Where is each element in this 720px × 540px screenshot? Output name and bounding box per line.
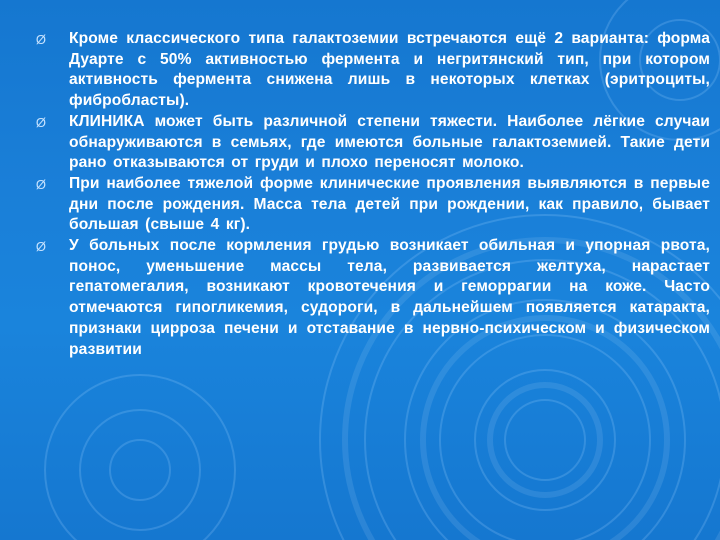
bullet-text: У больных после кормления грудью возникает обильная и упорная рвота, понос, уменьшение массы тела, развивается желтуха, нарастает гепатомегалия, возникают кровотечения и геморрагии на коже. Часто отмечаются гипогликемия, судороги, в дальнейшем появляется катаракта, признаки цирроза печени и отставание в нервно-психическом и физическом развитии [69,237,710,358]
slide-content [35,29,710,360]
arrow-bullet-icon: Ø [35,239,46,255]
arrow-bullet-icon: Ø [35,114,46,130]
bullet-text: При наиболее тяжелой форме клинические проявления выявляются в первые дни после рождения. Масса тела детей при рождении, как правило, бывает большая (свыше 4 кг). [69,174,710,234]
arrow-bullet-icon: Ø [35,176,46,192]
bullet-text: Кроме классического типа галактоземии встречаются ещё 2 варианта: форма Дуарте с 50% активностью фермента и негритянский тип, при котором активность фермента снижена лишь в некоторых клетках (эритроциты, фибробласты). [69,30,710,110]
bullet-item [35,174,710,236]
bullet-item [35,29,710,112]
bullet-list [35,29,710,360]
bullet-item [35,236,710,360]
arrow-bullet-icon: Ø [35,32,46,47]
bullet-item [35,112,710,174]
bullet-text: КЛИНИКА может быть различной степени тяжести. Наиболее лёгкие случаи обнаруживаются в семьях, где имеются больные галактоземией. Такие дети рано отказываются от груди и плохо переносят молоко. [69,112,710,172]
